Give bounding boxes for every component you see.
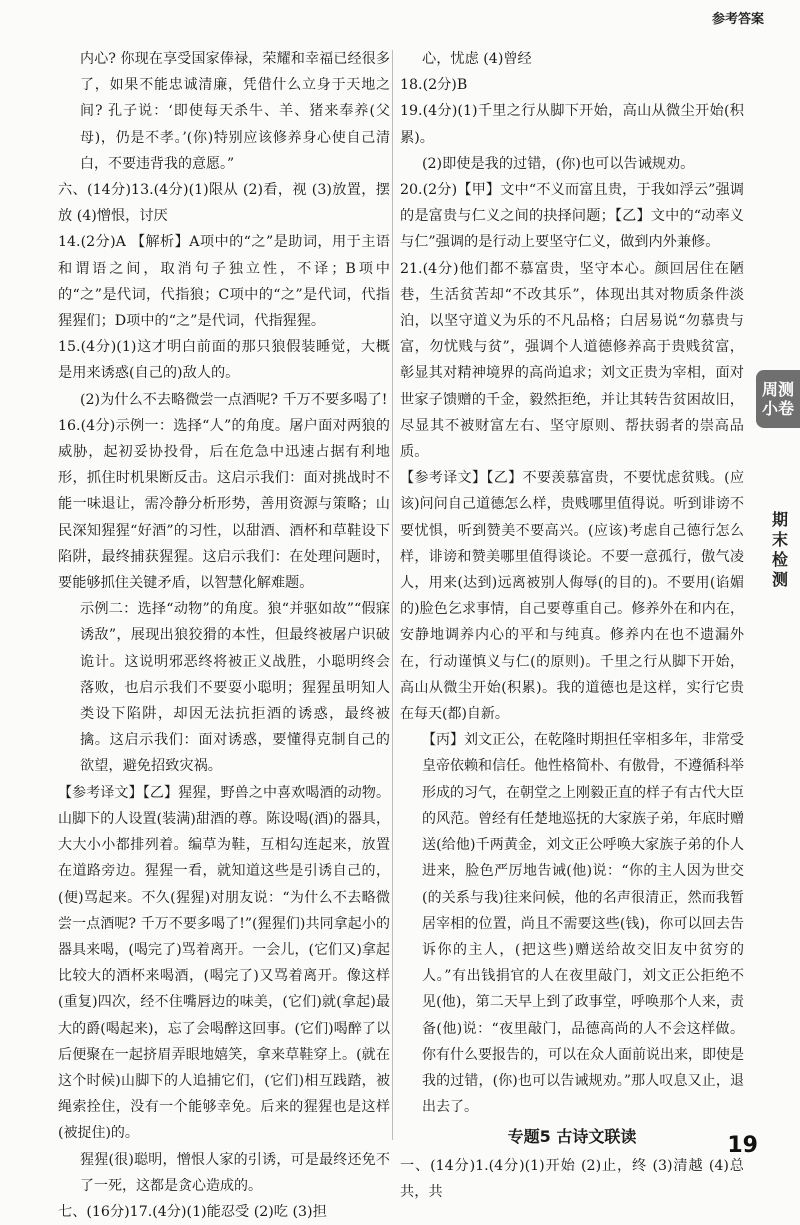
page-number: 19 <box>727 1133 758 1158</box>
right-para: 【参考译文】【乙】不要羡慕富贵，不要忧虑贫贱。(应该)问问自己道德怎么样，贵贱哪里值得说。听到诽谤不要忧惧，听到赞美不要高兴。(应该)考虑自己德行怎么样，诽谤和赞美哪里值得谈论。不要一意孤行，傲气凌人，用来(达到)远离被别人侮辱(的目的)。不要用(谄媚的)脸色乞求事情，自己要尊重自己。修养外在和内在，安静地调养内心的平和与纯真。修养内在也不遗漏外在，行动谨慎义与仁(的原则)。千里之行从脚下开始，高山从微尘开始(积累)。我的道德也是这样，实行它贵在每天(都)自新。 <box>400 470 744 723</box>
right-para: 心，忧虑 (4)曾经 <box>422 51 532 67</box>
left-para: 示例二：选择“动物”的角度。狼“并驱如故”“假寐诱敌”，展现出狼狡猾的本性，但最终被屠户识破诡计。这说明邪恶终将被正义战胜，小聪明终会落败，也启示我们不要耍小聪明；猩猩虽明知人类设下陷阱，却因无法抗拒酒的诱惑，最终被擒。这启示我们：面对诱惑，要懂得克制自己的欲望，避免招致灾祸。 <box>80 601 390 775</box>
left-para: 16.(4分)示例一：选择“人”的角度。屠户面对两狼的威胁，起初妥协投骨，后在危急中迅速占据有利地形，抓住时机果断反击。这启示我们：面对挑战时不能一味退让，需冷静分析形势，善用资源与策略；山民深知猩猩“好酒”的习性，以甜酒、酒杯和草鞋设下陷阱，最终捕获猩猩。这启示我们：在处理问题时，要能够抓住关键矛盾，以智慧化解难题。 <box>58 417 390 592</box>
left-para: 14.(2分)A 【解析】A项中的“之”是助词，用于主语和谓语之间，取消句子独立性，不译；B项中的“之”是代词，代指狼；C项中的“之”是代词，代指猩猩们；D项中的“之”是代词，代指猩猩。 <box>58 234 390 330</box>
right-para: 18.(2分)B <box>400 77 468 94</box>
left-para: 15.(4分)(1)这才明白前面的那只狼假装睡觉，大概是用来诱惑(自己的)敌人的。 <box>58 339 390 382</box>
right-para: 19.(4分)(1)千里之行从脚下开始，高山从微尘开始(积累)。 <box>400 103 744 146</box>
section-title: 专题5 古诗文联读 <box>507 1127 637 1147</box>
column-divider <box>392 50 393 1140</box>
left-para: 【参考译文】【乙】猩猩，野兽之中喜欢喝酒的动物。山脚下的人设置(装满)甜酒的尊。陈设喝(酒)的器具，大大小小都排列着。编草为鞋，互相勾连起来，放置在道路旁边。猩猩一看，就知道这些是引诱自己的，(便)骂起来。不久(猩猩)对朋友说：“为什么不去略微尝一点酒呢? 千万不要多喝了!”(猩猩们)共同拿起小的器具来喝，(喝完了)骂着离开。一会儿，(它们又)拿起比较大的酒杯来喝酒，(喝完了)又骂着离开。像这样(重复)四次，经不住嘴唇边的味美，(它们)就(拿起)最大的爵(喝起来)，忘了会喝醉这回事。(它们)喝醉了以后便聚在一起挤眉弄眼地嬉笑，拿来草鞋穿上。(就在这个时候)山脚下的人追捕它们，(它们)相互践踏，被绳索拴住，没有一个能够幸免。后来的猩猩也是这样(被捉住)的。 <box>58 784 390 1142</box>
left-para: 猩猩(很)聪明，憎恨人家的引诱，可是最终还免不了一死，这都是贪心造成的。 <box>80 1151 390 1194</box>
side-tab: 周测小卷 <box>756 370 800 428</box>
right-column <box>400 46 744 1205</box>
left-para: 内心? 你现在享受国家俸禄，荣耀和幸福已经很多了，如果不能忠诚清廉，凭借什么立身于天地之间? 孔子说：‘即使每天杀牛、羊、猪来奉养(父母)，仍是不孝。’(你)特别应该修养身心使自己清白，不要违背我的意愿。” <box>80 51 390 172</box>
left-column <box>58 46 390 1225</box>
right-para: 21.(4分)他们都不慕富贵，坚守本心。颜回居住在陋巷，生活贫苦却“不改其乐”，体现出其对物质条件淡泊，以坚守道义为乐的不凡品格；白居易说“勿慕贵与富，勿忧贱与贫”，强调个人道德修养高于贵贱贫富，彰显其对精神境界的高尚追求；刘文正贵为宰相，面对世家子馈赠的千金，毅然拒绝，并让其转告贫困故旧，尽显其不被财富左右、坚守原则、帮扶弱者的崇高品质。 <box>400 260 744 461</box>
left-para: (2)为什么不去略微尝一点酒呢? 千万不要多喝了! <box>80 391 388 408</box>
side-tab-sub: 期末检测 <box>771 510 788 589</box>
right-para: (2)即使是我的过错，(你)也可以告诫规劝。 <box>422 155 695 172</box>
left-para: 六、(14分)13.(4分)(1)限从 (2)看，视 (3)放置，摆放 (4)憎恨，讨厌 <box>58 182 390 225</box>
right-para: 一、(14分)1.(4分)(1)开始 (2)止，终 (3)清越 (4)总共，共 <box>400 1157 744 1200</box>
page-header <box>0 0 800 38</box>
left-para: 七、(16分)17.(4分)(1)能忍受 (2)吃 (3)担 <box>58 1203 327 1220</box>
right-para: 20.(2分)【甲】文中“不义而富且贵，于我如浮云”强调的是富贵与仁义之间的抉择问题；【乙】文中的“动率义与仁”强调的是行动上要坚守仁义，做到内外兼修。 <box>400 182 744 251</box>
right-para: 【丙】刘文正公，在乾隆时期担任宰相多年，非常受皇帝依赖和信任。他性格简朴、有傲骨，不遵循科举形成的习气，在朝堂之上刚毅正直的样子有古代大臣的风范。曾经有任楚地巡抚的大家族子弟，年底时赠送(给他)千两黄金，刘文正公呼唤大家族子弟的仆人进来，脸色严厉地告诫(他)说：“你的主人因为世交(的关系与我)往来问候，他的名声很清正，然而我暂居宰相的位置，尚且不需要这些(钱)，你可以回去告诉你的主人，(把这些)赠送给故交旧友中贫穷的人。”有出钱捐官的人在夜里敲门，刘文正公拒绝不见(他)，第二天早上到了政事堂，呼唤那个人来，责备(他)说：“夜里敲门，品德高尚的人不会这样做。你有什么要报告的，可以在众人面前说出来，即使是我的过错，(你)也可以告诫规劝。”那人叹息又止，退出去了。 <box>422 732 744 1116</box>
header-title: 参考答案 <box>711 12 764 27</box>
